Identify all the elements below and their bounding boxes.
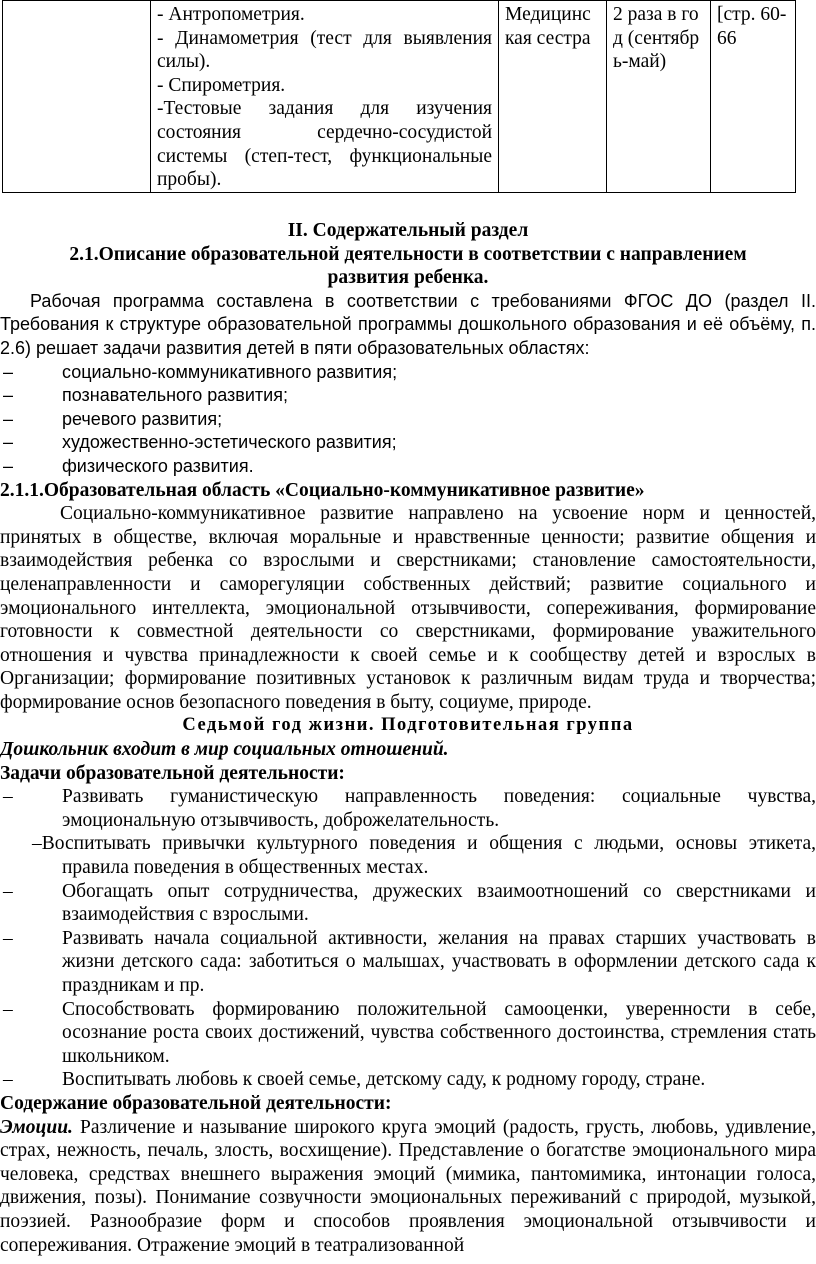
list-item: – художественно-эстетического развития;	[3, 432, 397, 453]
list-item: – Развивать начала социальной активности, желания на правах старших участвовать в жизни детского сада: заботиться о малышах, участвовать в оформлении детского сада к праздникам и пр.	[3, 927, 816, 996]
emotions-label: Эмоции.	[0, 1116, 73, 1138]
assessment-table	[2, 0, 796, 193]
tasks-list	[0, 785, 816, 1092]
content-heading: Содержание образовательной деятельности:	[0, 1092, 392, 1114]
list-item: – Способствовать формированию положительной самооценки, уверенности в себе, осознание роста своих достижений, чувства собственного достоинства, стремления стать школьником.	[3, 998, 816, 1067]
italic-heading: Дошкольник входит в мир социальных отношений.	[0, 739, 449, 761]
list-item: – речевого развития;	[3, 408, 223, 429]
method-item: - Спирометрия.	[157, 74, 286, 96]
method-item: - Динамометрия (тест для выявления силы).	[157, 27, 492, 73]
emotions-paragraph	[0, 1116, 816, 1258]
list-item: – Развивать гуманистическую направленность поведения: социальные чувства, эмоциональную отзывчивость, доброжелательность.	[3, 786, 816, 831]
list-item: – социально-коммуникативного развития;	[3, 361, 398, 382]
list-item: – физического развития.	[3, 455, 254, 476]
emotions-text: Различение и называние широкого круга эмоций (радость, грусть, любовь, удивление, страх, нежность, печаль, злость, восхищение). Представление о богатстве эмоционального мира человека, средствах внешнего выражения эмоций (мимика, пантомимика, интонации голоса, движения, позы). Понимание созвучности эмоциональных переживаний с природой, музыкой, поэзией. Разнообразие форм и способов проявления эмоциональной отзывчивости и сопереживания. Отражение эмоций в театрализованной	[0, 1116, 816, 1256]
list-item: – Обогащать опыт сотрудничества, дружеских взаимоотношений со сверстниками и взаимодействия с взрослыми.	[3, 880, 816, 926]
list-item: –Воспитывать привычки культурного поведения и общения с людьми, основы этикета, правила поведения в общественных местах.	[32, 833, 816, 879]
method-item: -Тестовые задания для изучения состояния сердечно-сосудистой системы (степ-тест, функциональные пробы).	[157, 98, 492, 191]
table-row	[3, 1, 796, 193]
table-cell-frequency: 2 раза в год (сентябрь-май)	[607, 1, 711, 193]
section-subtitle: 2.1.Описание образовательной деятельности в соответствии с направлением развития ребенка.	[69, 243, 747, 289]
table-cell-reference: [стр. 60-66	[711, 1, 796, 193]
group-heading: Седьмой год жизни. Подготовительная группа	[182, 715, 634, 736]
tasks-heading: Задачи образовательной деятельности:	[0, 762, 345, 784]
area-heading: 2.1.1.Образовательная область «Социально-коммуникативное развитие»	[0, 479, 645, 501]
section-title: II. Содержательный раздел	[287, 220, 529, 241]
intro-paragraph: Рабочая программа составлена в соответствии с требованиями ФГОС ДО (раздел II. Требования к структуре образовательной программы дошкольного образования и её объёму, п. 2.6) решает задачи развития детей в пяти образовательных областях:	[0, 290, 816, 358]
area-paragraph: Социально-коммуникативное развитие направлено на усвоение норм и ценностей, принятых в обществе, включая моральные и нравственные ценности; развитие общения и взаимодействия ребенка со взрослыми и сверстниками; становление самостоятельности, целенаправленности и саморегуляции собственных действий; развитие социального и эмоционального интеллекта, эмоциональной отзывчивости, сопереживания, формирование готовности к совместной деятельности со сверстниками, формирование уважительного отношения и чувства принадлежности к своей семье и к сообществу детей и взрослых в Организации; формирование позитивных установок к различным видам труда и творчества; формирование основ безопасного поведения в быту, социуме, природе.	[0, 503, 816, 713]
content-flow	[0, 219, 816, 1257]
table-cell-methods	[151, 1, 499, 193]
table-cell-empty	[3, 1, 151, 193]
method-item: - Антропометрия.	[157, 4, 305, 25]
table-cell-responsible: Медицинская сестра	[499, 1, 607, 193]
areas-list	[0, 361, 816, 479]
list-item: – познавательного развития;	[3, 385, 288, 406]
list-item: – Воспитывать любовь к своей семье, детскому саду, к родному городу, стране.	[3, 1069, 706, 1091]
